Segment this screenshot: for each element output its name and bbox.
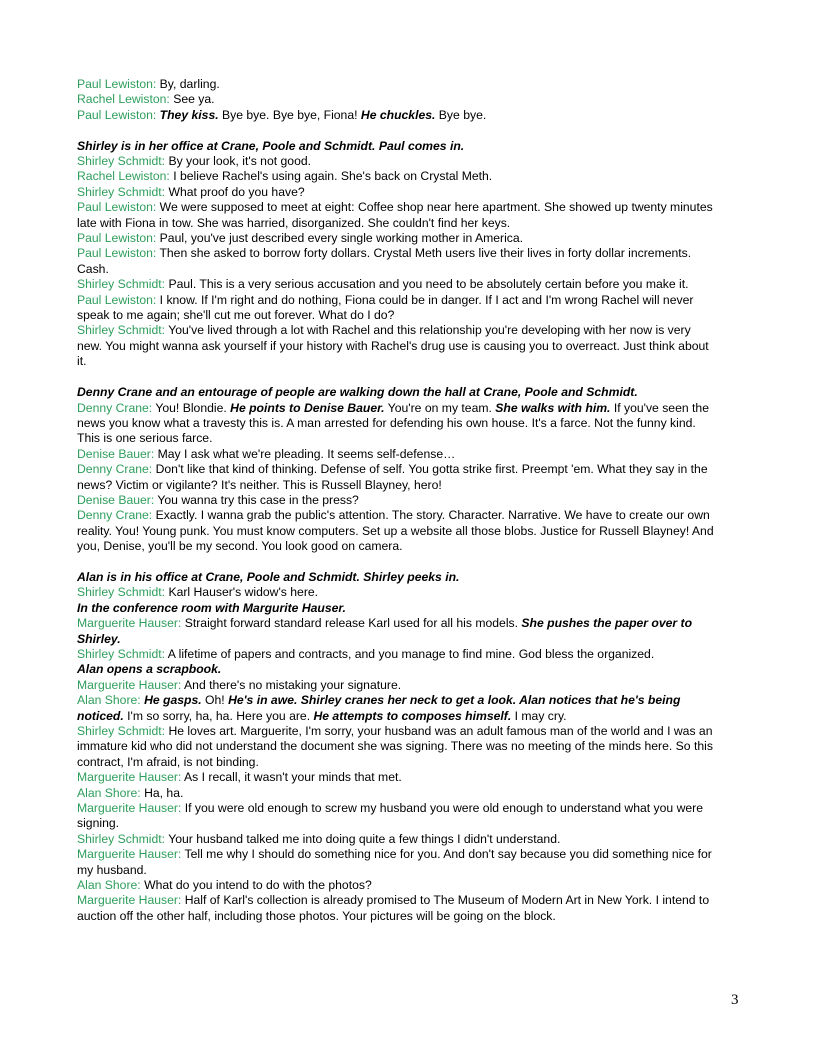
dialogue-line (77, 878, 717, 893)
dialogue-line (77, 724, 717, 770)
paragraph-gap (77, 370, 717, 385)
stage-direction-text: Alan opens a scrapbook. (77, 662, 222, 677)
speaker-name: Paul Lewiston: (77, 200, 157, 215)
dialogue-text: Your husband talked me into doing quite a few things I didn't understand. (165, 831, 561, 846)
dialogue-text: As I recall, it wasn't your minds that met. (181, 770, 402, 785)
speaker-name: Paul Lewiston: (77, 292, 157, 307)
speaker-name: Shirley Schmidt: (77, 323, 166, 338)
speaker-name: Paul Lewiston: (77, 231, 157, 246)
dialogue-line (77, 493, 717, 508)
speaker-name: Shirley Schmidt: (77, 831, 166, 846)
dialogue-text: I know. If I'm right and do nothing, Fiona could be in danger. If I act and I'm wrong Rachel will never speak to me again; she'll cut me out forever. What do I do? (77, 292, 694, 323)
dialogue-text: I believe Rachel's using again. She's back on Crystal Meth. (169, 169, 493, 184)
dialogue-text: Half of Karl's collection is already promised to The Museum of Modern Art in New York. I intend to auction off the other half, including those photos. Your pictures will be going on the block. (77, 893, 710, 923)
speaker-name: Denny Crane: (77, 508, 153, 523)
speaker-name: Denny Crane: (77, 400, 153, 415)
dialogue-text: You've lived through a lot with Rachel and this relationship you're developing with her now is very new. You might wanna ask yourself if your history with Rachel's drug use is causing you to overreact. Just think about it. (77, 323, 709, 369)
dialogue-line (77, 585, 717, 600)
dialogue-line (77, 108, 717, 123)
dialogue-text: Don't like that kind of thinking. Defense of self. You gotta strike first. Preempt 'em. What they say in the news? Victim or vigilante? It's neither. This is Russell Blayney, hero! (77, 462, 708, 492)
dialogue-line (77, 447, 717, 462)
dialogue-line (77, 185, 717, 200)
dialogue-text: I may cry. (511, 708, 567, 723)
speaker-name: Alan Shore: (77, 785, 141, 800)
dialogue-line (77, 169, 717, 184)
dialogue-text: What do you intend to do with the photos? (140, 878, 372, 893)
dialogue-line (77, 277, 717, 292)
dialogue-text: By, darling. (156, 77, 220, 91)
speaker-name: Marguerite Hauser: (77, 770, 182, 785)
speaker-name: Shirley Schmidt: (77, 724, 166, 739)
dialogue-text: Then she asked to borrow forty dollars. Crystal Meth users live their lives in forty dollar increments. Cash. (77, 246, 692, 276)
speaker-name: Marguerite Hauser: (77, 893, 182, 908)
dialogue-text: Bye bye. Bye bye, Fiona! (218, 107, 361, 122)
speaker-name: Shirley Schmidt: (77, 184, 166, 199)
dialogue-text: I'm so sorry, ha, ha. Here you are. (123, 708, 314, 723)
dialogue-line (77, 893, 717, 924)
stage-direction-text: She pushes the paper over to Shirley. (77, 616, 693, 646)
dialogue-text: You wanna try this case in the press? (154, 492, 359, 507)
dialogue-text: By your look, it's not good. (165, 154, 312, 169)
dialogue-text: Paul. This is a very serious accusation and you need to be absolutely certain before you make it. (165, 277, 689, 292)
dialogue-line (77, 200, 717, 231)
dialogue-text: See ya. (169, 92, 215, 107)
dialogue-text: Tell me why I should do something nice for you. And don't say because you did something nice for my husband. (77, 847, 712, 877)
dialogue-line (77, 323, 717, 369)
speaker-name: Marguerite Hauser: (77, 677, 182, 692)
dialogue-text: Ha, ha. (140, 785, 184, 800)
stage-direction (77, 139, 717, 154)
dialogue-line (77, 801, 717, 832)
dialogue-text: A lifetime of papers and contracts, and you manage to find mine. God bless the organized. (165, 646, 655, 661)
dialogue-line (77, 508, 717, 554)
dialogue-line (77, 770, 717, 785)
stage-direction-text: He gasps. (144, 693, 202, 708)
speaker-name: Marguerite Hauser: (77, 616, 182, 631)
speaker-name: Denise Bauer: (77, 492, 155, 507)
page-number: 3 (731, 992, 739, 1008)
dialogue-text: If you were old enough to screw my husband you were old enough to understand what you were signing. (77, 801, 704, 831)
dialogue-text: Oh! (201, 693, 229, 708)
paragraph-gap (77, 123, 717, 138)
stage-direction-text: He chuckles. (360, 107, 436, 122)
dialogue-text: You! Blondie. (152, 400, 231, 415)
speaker-name: Denise Bauer: (77, 446, 155, 461)
dialogue-line (77, 832, 717, 847)
stage-direction-text: He attempts to composes himself. (313, 708, 512, 723)
dialogue-line (77, 92, 717, 107)
dialogue-text: Karl Hauser's widow's here. (165, 585, 319, 600)
speaker-name: Rachel Lewiston: (77, 92, 170, 107)
speaker-name: Denny Crane: (77, 462, 153, 477)
dialogue-line (77, 246, 717, 277)
paragraph-gap (77, 555, 717, 570)
dialogue-line (77, 693, 717, 724)
dialogue-text: Bye bye. (435, 107, 487, 122)
dialogue-text: May I ask what we're pleading. It seems self-defense… (154, 446, 456, 461)
dialogue-text: Straight forward standard release Karl used for all his models. (181, 616, 522, 631)
speaker-name: Shirley Schmidt: (77, 585, 166, 600)
stage-direction (77, 601, 717, 616)
dialogue-line (77, 462, 717, 493)
stage-direction-text: Shirley is in her office at Crane, Poole and Schmidt. Paul comes in. (77, 138, 465, 153)
dialogue-text: Exactly. I wanna grab the public's attention. The story. Character. Narrative. We have to create our own reality. You! Young punk. You must know computers. Set up a website all those blobs. Justice for Russell Blayney! And you, Denise, you'll be my second. You look good on camera. (77, 508, 714, 554)
speaker-name: Marguerite Hauser: (77, 801, 182, 816)
stage-direction-text: In the conference room with Margurite Hauser. (77, 600, 346, 615)
dialogue-text: Paul, you've just described every single working mother in America. (156, 231, 524, 246)
dialogue-text: What proof do you have? (165, 184, 305, 199)
speaker-name: Rachel Lewiston: (77, 169, 170, 184)
speaker-name: Shirley Schmidt: (77, 646, 166, 661)
stage-direction-text: He points to Denise Bauer. (230, 400, 385, 415)
transcript-body (77, 77, 717, 924)
dialogue-line (77, 231, 717, 246)
stage-direction (77, 385, 717, 400)
speaker-name: Shirley Schmidt: (77, 154, 166, 169)
dialogue-line (77, 647, 717, 662)
speaker-name: Marguerite Hauser: (77, 847, 182, 862)
speaker-name: Shirley Schmidt: (77, 277, 166, 292)
speaker-name: Paul Lewiston: (77, 107, 157, 122)
dialogue-line (77, 786, 717, 801)
stage-direction-text: Alan is in his office at Crane, Poole and Schmidt. Shirley peeks in. (77, 569, 460, 584)
dialogue-text: You're on my team. (384, 400, 496, 415)
stage-direction-text: She walks with him. (495, 400, 611, 415)
dialogue-line (77, 616, 717, 647)
dialogue-line (77, 401, 717, 447)
stage-direction-text: Denny Crane and an entourage of people are walking down the hall at Crane, Poole and Schmidt. (77, 385, 638, 400)
speaker-name: Paul Lewiston: (77, 246, 157, 261)
dialogue-line (77, 154, 717, 169)
stage-direction (77, 662, 717, 677)
dialogue-line (77, 678, 717, 693)
stage-direction (77, 570, 717, 585)
speaker-name: Paul Lewiston: (77, 77, 157, 91)
dialogue-line (77, 847, 717, 878)
stage-direction-text: They kiss. (159, 107, 219, 122)
dialogue-text: If you've seen the news you know what a travesty this is. A man arrested for defending his own house. It's a farce. Not the funny kind. This is one serious farce. (77, 400, 709, 446)
dialogue-text: And there's no mistaking your signature. (181, 677, 402, 692)
speaker-name: Alan Shore: (77, 693, 141, 708)
dialogue-line (77, 77, 717, 92)
dialogue-line (77, 293, 717, 324)
dialogue-text: We were supposed to meet at eight: Coffee shop near here apartment. She showed up twenty minutes late with Fiona in tow. She was harried, disorganized. She couldn't find her keys. (77, 200, 713, 230)
speaker-name: Alan Shore: (77, 878, 141, 893)
dialogue-text: He loves art. Marguerite, I'm sorry, your husband was an adult famous man of the world and I was an immature kid who did not understand the document she was signing. There was no meeting of the minds here. So this contract, I'm afraid, is not binding. (77, 724, 713, 769)
stage-direction-text: He's in awe. Shirley cranes her neck to get a look. Alan notices that he's being noticed. (77, 693, 681, 723)
